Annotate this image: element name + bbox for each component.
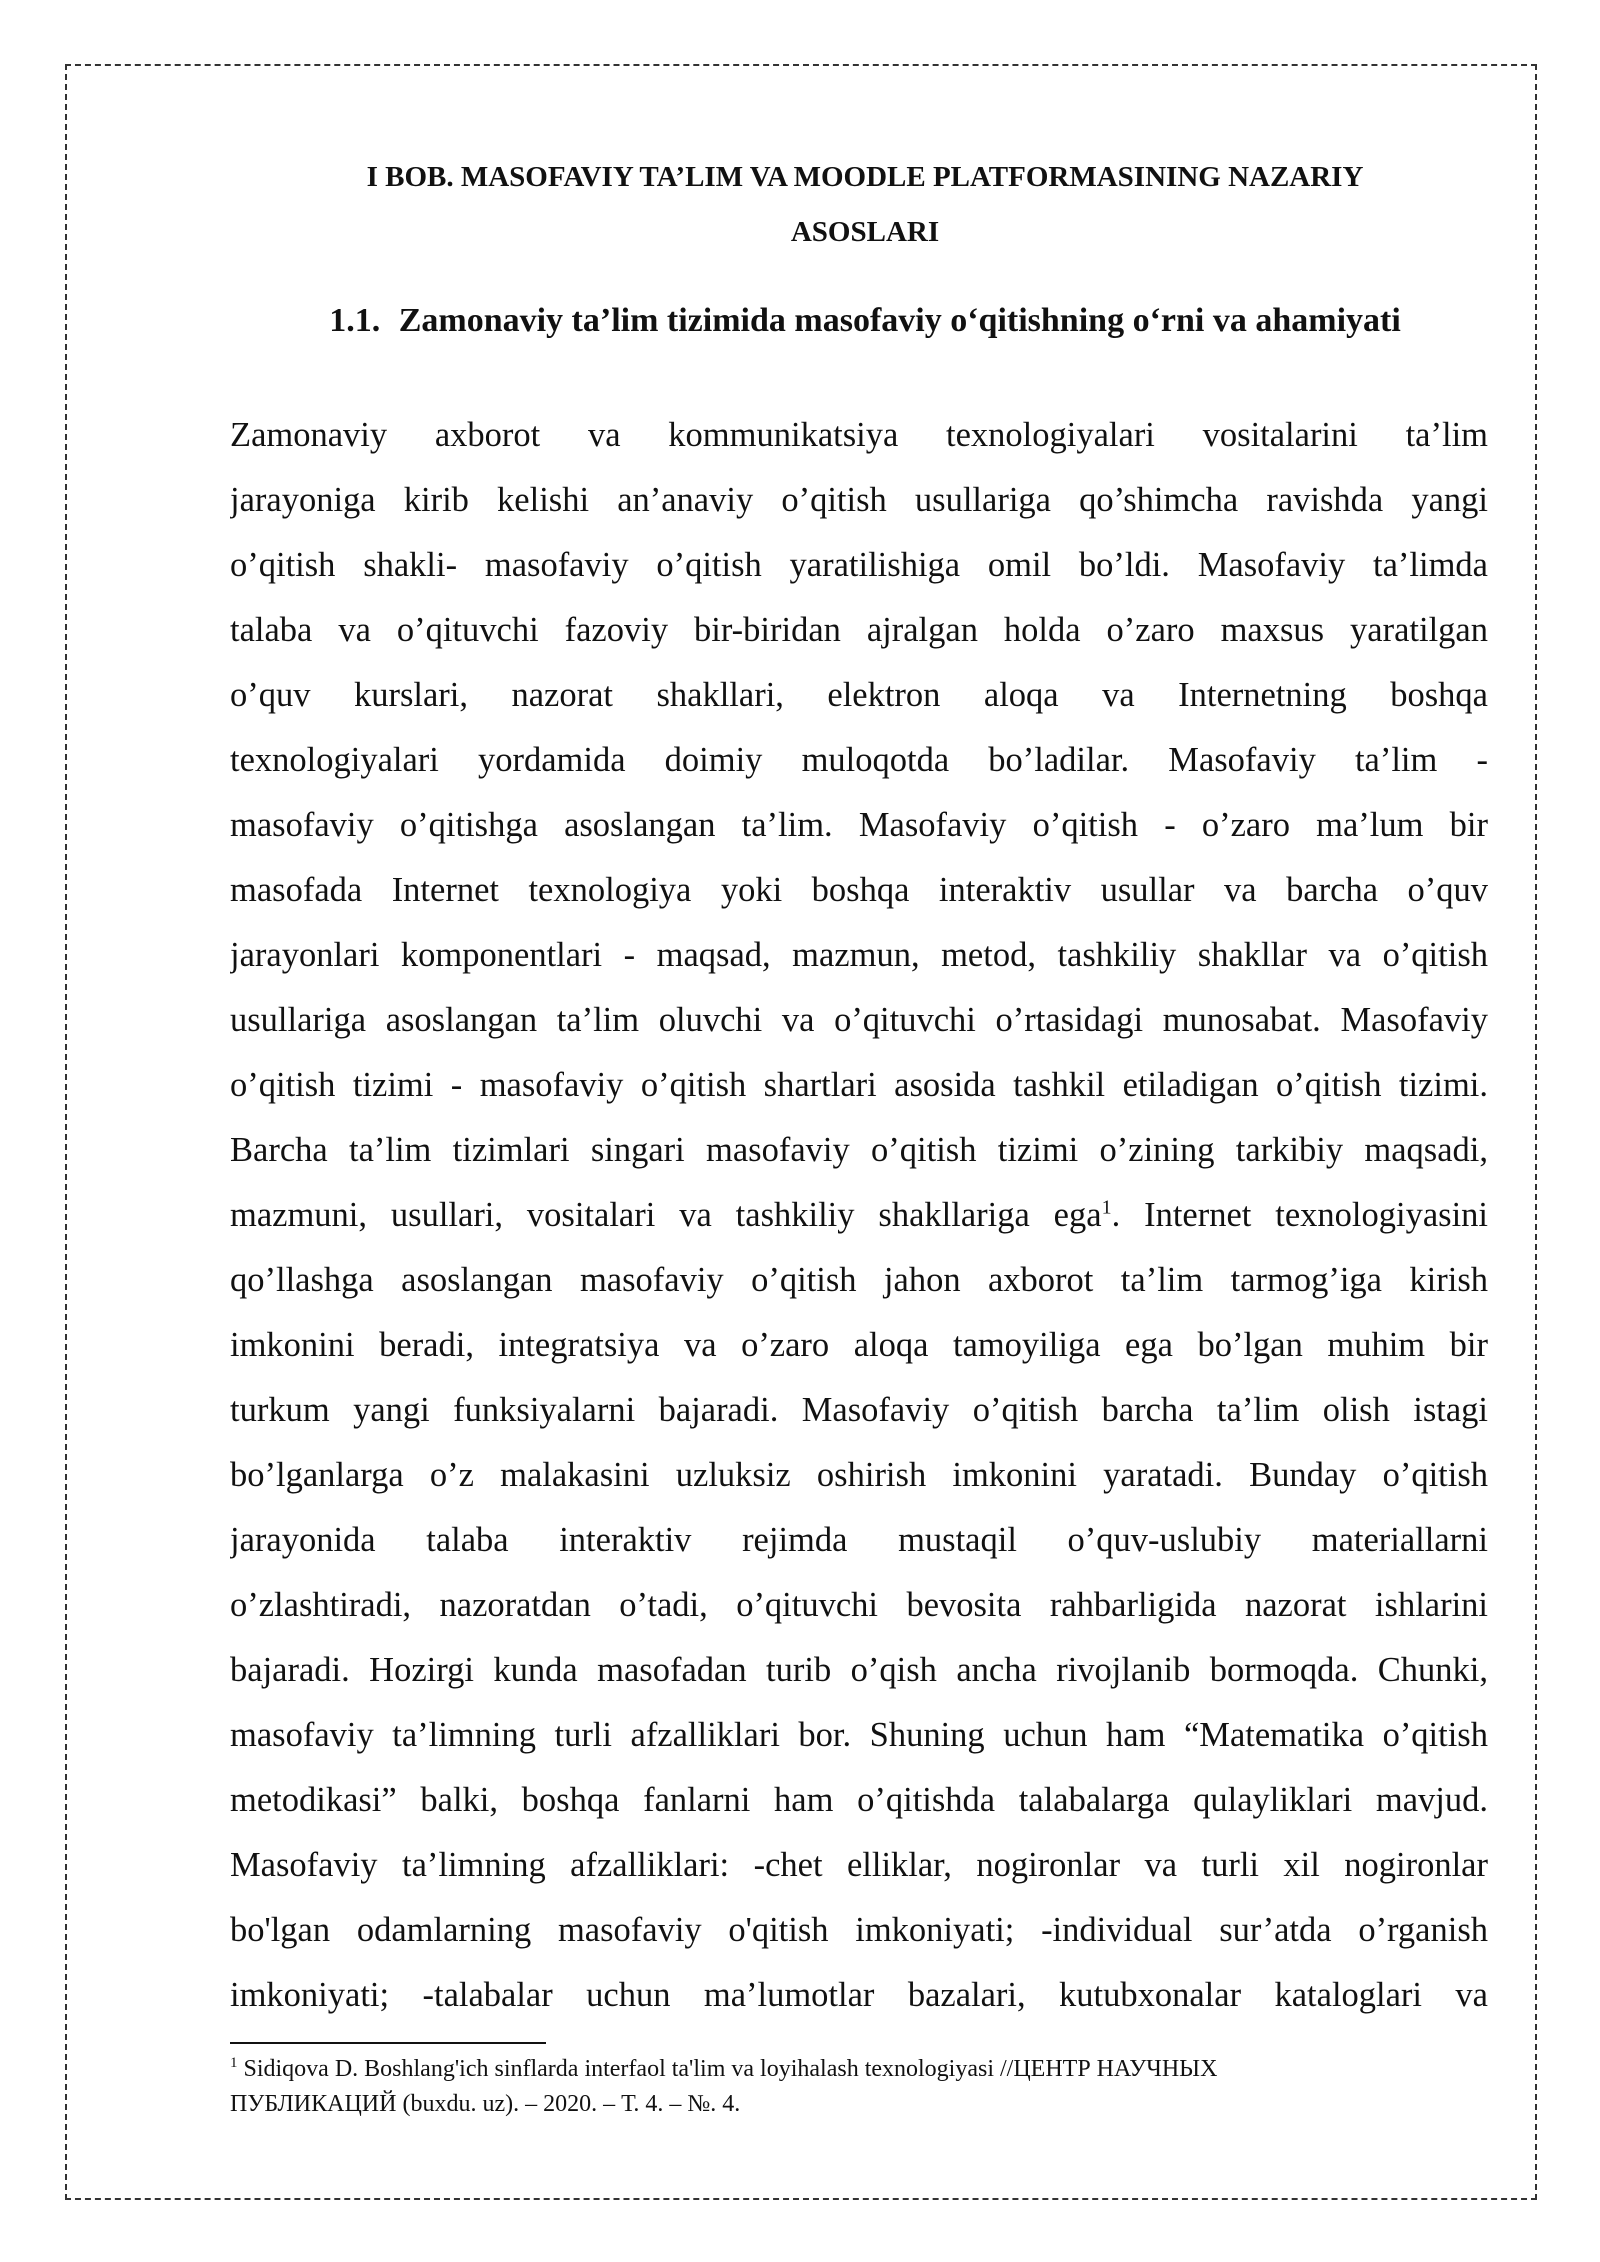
body-line: bajaradi. Hozirgi kunda masofadan turib o’qish ancha rivojlanib bormoqda. Chunki,: [230, 1651, 1488, 1689]
body-line: Barcha ta’lim tizimlari singari masofaviy o’qitish tizimi o’zining tarkibiy maqsadi,: [230, 1131, 1488, 1169]
body-line: texnologiyalari yordamida doimiy muloqotda bo’ladilar. Masofaviy ta’lim -: [230, 741, 1488, 779]
body-line: usullariga asoslangan ta’lim oluvchi va o’qituvchi o’rtasidagi munosabat. Masofaviy: [230, 1001, 1488, 1039]
body-line-with-footnote: [230, 1183, 1488, 1248]
body-line: imkonini beradi, integratsiya va o’zaro aloqa tamoyiliga ega bo’lgan muhim bir: [230, 1326, 1488, 1364]
body-line: jarayoniga kirib kelishi an’anaviy o’qitish usullariga qo’shimcha ravishda yangi: [230, 481, 1488, 519]
body-line: o’zlashtiradi, nazoratdan o’tadi, o’qituvchi bevosita rahbarligida nazorat ishlarini: [230, 1586, 1488, 1624]
body-line: turkum yangi funksiyalarni bajaradi. Masofaviy o’qitish barcha ta’lim olish istagi: [230, 1391, 1488, 1429]
footnote: [230, 2052, 1500, 2122]
body-line: metodikasi” balki, boshqa fanlarni ham o’qitishda talabalarga qulayliklari mavjud.: [230, 1781, 1488, 1819]
body-line: jarayonlari komponentlari - maqsad, mazmun, metod, tashkiliy shakllar va o’qitish: [230, 936, 1488, 974]
footnote-reference: 1: [1101, 1196, 1112, 1219]
body-line: jarayonida talaba interaktiv rejimda mustaqil o’quv-uslubiy materiallarni: [230, 1521, 1488, 1559]
body-line: o’qitish shakli- masofaviy o’qitish yaratilishiga omil bo’ldi. Masofaviy ta’limda: [230, 546, 1488, 584]
footnote-separator: [230, 2042, 546, 2044]
body-line: Zamonaviy axborot va kommunikatsiya texnologiyalari vositalarini ta’lim: [230, 416, 1488, 454]
body-line: masofaviy ta’limning turli afzalliklari bor. Shuning uchun ham “Matematika o’qitish: [230, 1716, 1488, 1754]
body-line: o’qitish tizimi - masofaviy o’qitish shartlari asosida tashkil etiladigan o’qitish tizimi.: [230, 1066, 1488, 1104]
chapter-title: [230, 150, 1500, 260]
body-line: bo’lganlarga o’z malakasini uzluksiz oshirish imkonini yaratadi. Bunday o’qitish: [230, 1456, 1488, 1494]
section-title: Zamonaviy ta’lim tizimida masofaviy o‘qitishning o‘rni va ahamiyati: [398, 302, 1401, 339]
footnote-line-2: ПУБЛИКАЦИЙ (buxdu. uz). – 2020. – Т. 4. – №. 4.: [230, 2091, 741, 2117]
footnote-text: Sidiqova D. Boshlang'ich sinflarda interfaol ta'lim va loyihalash texnologiyasi //ЦЕНТР НАУЧНЫХ: [243, 2056, 1218, 2082]
footnote-line-1: [230, 2052, 1500, 2087]
chapter-title-line-2: ASOSLARI: [790, 216, 940, 248]
body-line: qo’llashga asoslangan masofaviy o’qitish jahon axborot ta’lim tarmog’iga kirish: [230, 1261, 1488, 1299]
section-number: 1.1.: [329, 302, 381, 339]
body-line: imkoniyati; -talabalar uchun ma’lumotlar bazalari, kutubxonalar kataloglari va: [230, 1976, 1488, 2014]
section-heading: [230, 296, 1500, 346]
body-line: masofaviy o’qitishga asoslangan ta’lim. Masofaviy o’qitish - o’zaro ma’lum bir: [230, 806, 1488, 844]
body-line-text: . Internet texnologiyasini: [1111, 1196, 1488, 1234]
body-line-text: mazmuni, usullari, vositalari va tashkiliy shakllariga ega: [230, 1196, 1102, 1234]
body-paragraph: [230, 403, 1488, 2028]
body-line: masofada Internet texnologiya yoki boshqa interaktiv usullar va barcha o’quv: [230, 871, 1488, 909]
body-line: bo'lgan odamlarning masofaviy o'qitish imkoniyati; -individual sur’atda o’rganish: [230, 1911, 1488, 1949]
body-line: Masofaviy ta’limning afzalliklari: -chet elliklar, nogironlar va turli xil nogironlar: [230, 1846, 1488, 1884]
body-line: talaba va o’qituvchi fazoviy bir-biridan ajralgan holda o’zaro maxsus yaratilgan: [230, 611, 1488, 649]
footnote-marker: 1: [230, 2055, 238, 2071]
chapter-title-line-1: I BOB. MASOFAVIY TA’LIM VA MOODLE PLATFORMASINING NAZARIY: [366, 161, 1364, 193]
body-line: o’quv kurslari, nazorat shakllari, elektron aloqa va Internetning boshqa: [230, 676, 1488, 714]
